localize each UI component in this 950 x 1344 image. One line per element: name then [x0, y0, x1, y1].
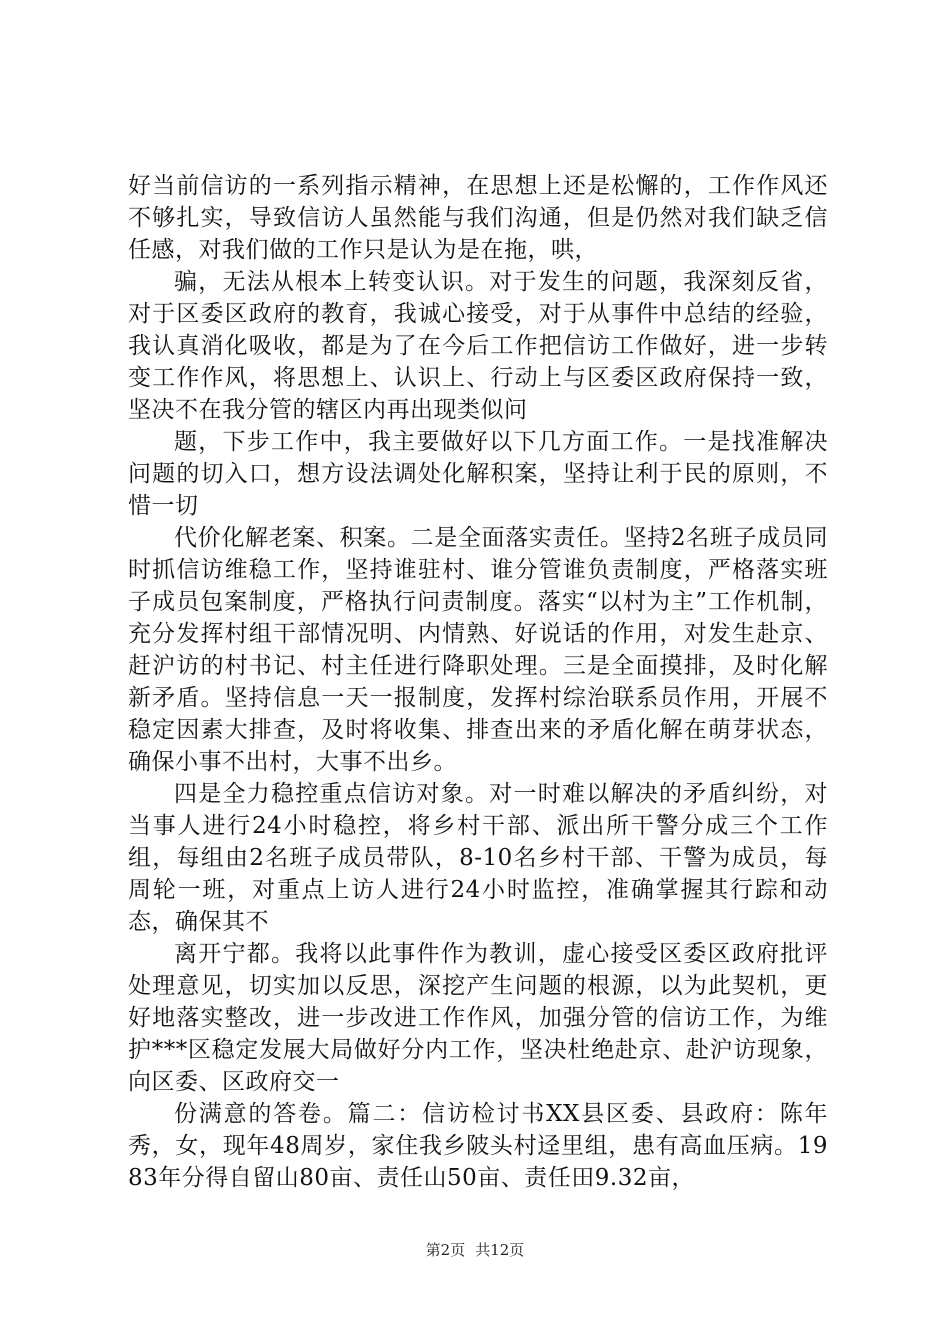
paragraph: 好当前信访的一系列指示精神，在思想上还是松懈的，工作作风还不够扎实，导致信访人虽然能与我们沟通，但是仍然对我们缺乏信任感，对我们做的工作只是认为是在拖，哄， [128, 173, 828, 263]
paragraph: 骗，无法从根本上转变认识。对于发生的问题，我深刻反省，对于区委区政府的教育，我诚心接受，对于从事件中总结的经验，我认真消化吸收，都是为了在今后工作把信访工作做好，进一步转变工作作风，将思想上、认识上、行动上与区委区政府保持一致，坚决不在我分管的辖区内再出现类似问 [128, 269, 828, 423]
paragraph: 离开宁都。我将以此事件作为教训，虚心接受区委区政府批评处理意见，切实加以反思，深挖产生问题的根源，以为此契机，更好地落实整改，进一步改进工作作风，加强分管的信访工作，为维护***区稳定发展大局做好分内工作，坚决杜绝赴京、赴沪访现象，向区委、区政府交一 [128, 941, 828, 1095]
paragraph: 代价化解老案、积案。二是全面落实责任。坚持2名班子成员同时抓信访维稳工作，坚持谁驻村、谁分管谁负责制度，严格落实班子成员包案制度，严格执行问责制度。落实“以村为主”工作机制，充分发挥村组干部情况明、内情熟、好说话的作用，对发生赴京、赶沪访的村书记、村主任进行降职处理。三是全面摸排，及时化解新矛盾。坚持信息一天一报制度，发挥村综治联系员作用，开展不稳定因素大排查，及时将收集、排查出来的矛盾化解在萌芽状态，确保小事不出村，大事不出乡。 [128, 525, 828, 775]
page-footer [0, 1240, 950, 1260]
page-total: 共12页 [475, 1241, 525, 1259]
paragraph: 四是全力稳控重点信访对象。对一时难以解决的矛盾纠纷，对当事人进行24小时稳控，将乡村干部、派出所干警分成三个工作组，每组由2名班子成员带队，8-10名乡村干部、干警为成员，每周轮一班，对重点上访人进行24小时监控，准确掌握其行踪和动态，确保其不 [128, 781, 828, 935]
document-body [128, 170, 828, 1194]
paragraph: 题，下步工作中，我主要做好以下几方面工作。一是找准解决问题的切入口，想方设法调处化解积案，坚持让利于民的原则，不惜一切 [128, 429, 828, 519]
paragraph: 份满意的答卷。篇二：信访检讨书XX县区委、县政府：陈年秀，女，现年48周岁，家住我乡陂头村迳里组，患有高血压病。1983年分得自留山80亩、责任山50亩、责任田9.32亩， [128, 1101, 828, 1191]
page-number: 第2页 [425, 1241, 466, 1259]
